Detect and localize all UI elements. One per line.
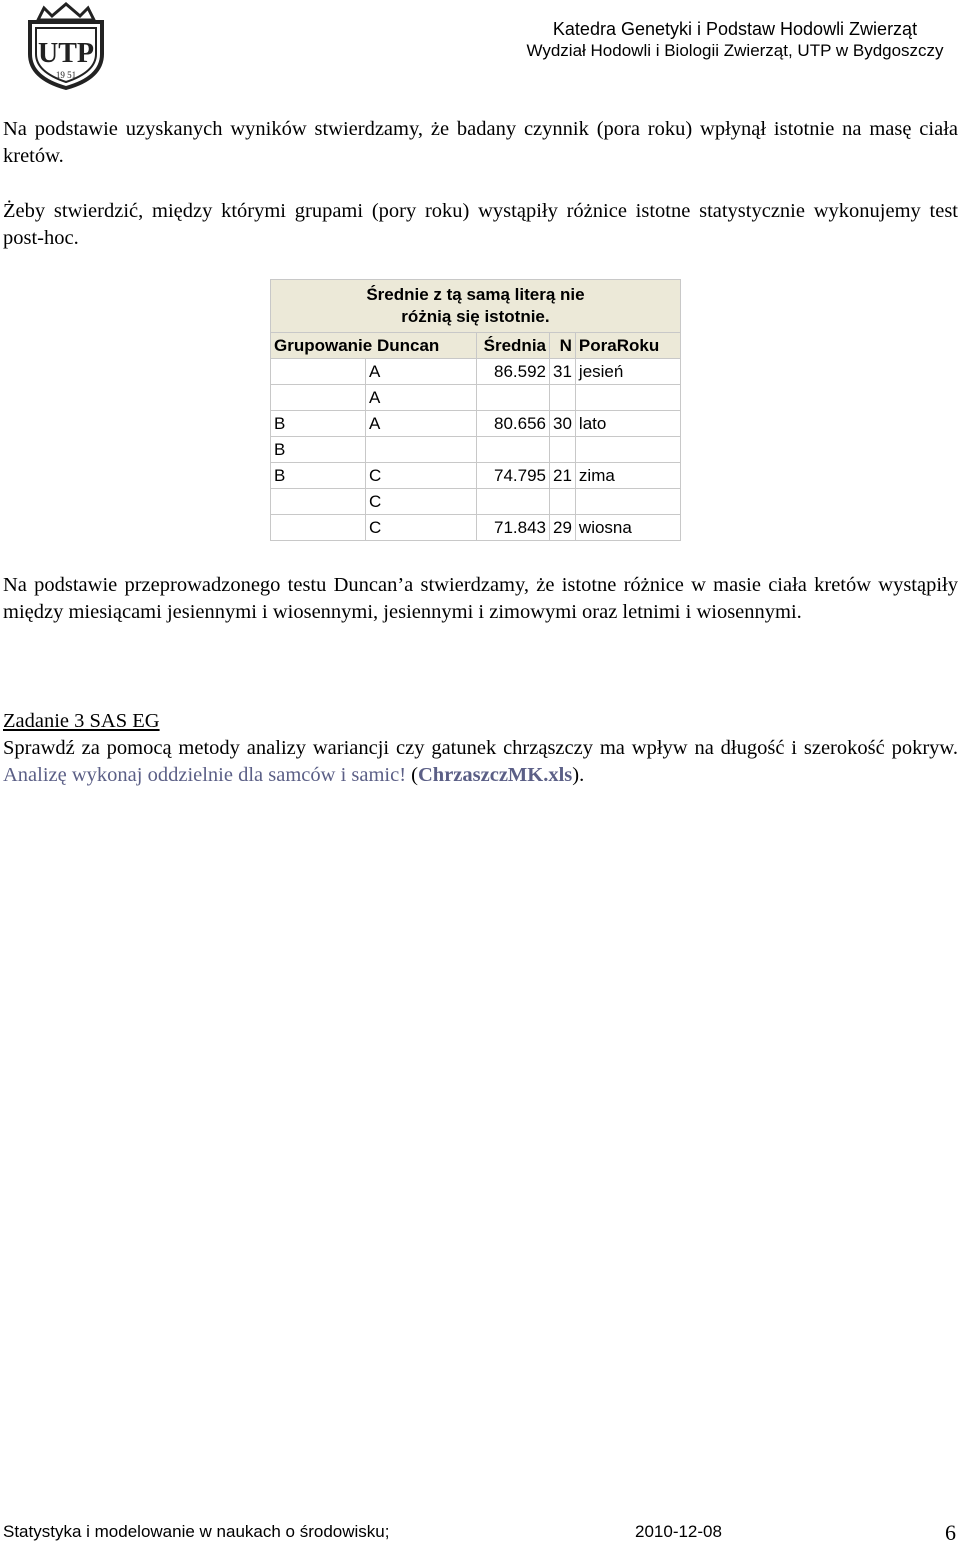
header-grouping: Grupowanie Duncan [271,333,477,359]
logo-year: 19 51 [55,70,77,80]
header-department: Katedra Genetyki i Podstaw Hodowli Zwierząt [552,19,918,39]
table-row: B C 74.795 21 zima [271,463,681,489]
paragraph-posthoc: Żeby stwierdzić, między którymi grupami (pory roku) wystąpiły różnice istotne statystycznie wykonujemy test post-hoc. [3,200,958,249]
logo-text: UTP [38,38,94,69]
page-number: 6 [945,1520,956,1545]
task-file-open: ( [411,764,418,786]
paragraph-result: Na podstawie uzyskanych wyników stwierdzamy, że badany czynnik (pora roku) wpłynął istotnie na masę ciała kretów. [3,118,958,167]
table-caption: Średnie z tą samą literą nie różnią się istotnie. [271,280,681,333]
table-row: C [271,489,681,515]
table-row: B [271,437,681,463]
task-text: Sprawdź za pomocą metody analizy wariancji czy gatunek chrząszczy ma wpływ na długość i szerokość pokryw. [3,737,958,759]
table-row: C 71.843 29 wiosna [271,515,681,541]
footer-date: 2010-12-08 [635,1522,722,1541]
utp-logo [18,2,114,90]
task-file: ChrzaszczMK.xls [418,764,573,786]
header-mean: Średnia [477,333,550,359]
task-section [3,708,958,789]
table-row: A 86.592 31 jesień [271,359,681,385]
task-file-close: ). [572,764,585,786]
footer-course: Statystyka i modelowanie w naukach o środowisku; [3,1522,390,1541]
table-row: B A 80.656 30 lato [271,411,681,437]
header-n: N [550,333,576,359]
task-title: Zadanie 3 SAS EG [3,710,160,732]
duncan-table [270,279,681,541]
header-season: PoraRoku [575,333,680,359]
header-faculty: Wydział Hodowli i Biologii Zwierząt, UTP w Bydgoszczy [526,41,944,60]
table-row: A [271,385,681,411]
page-header [526,18,943,62]
task-note: Analizę wykonaj oddzielnie dla samców i samic! [3,764,407,786]
paragraph-conclusion: Na podstawie przeprowadzonego testu Duncan’a stwierdzamy, że istotne różnice w masie ciała kretów wystąpiły między miesiącami jesiennymi i wiosennymi, jesiennymi i zimowymi oraz letnimi i wiosennymi. [3,574,958,623]
